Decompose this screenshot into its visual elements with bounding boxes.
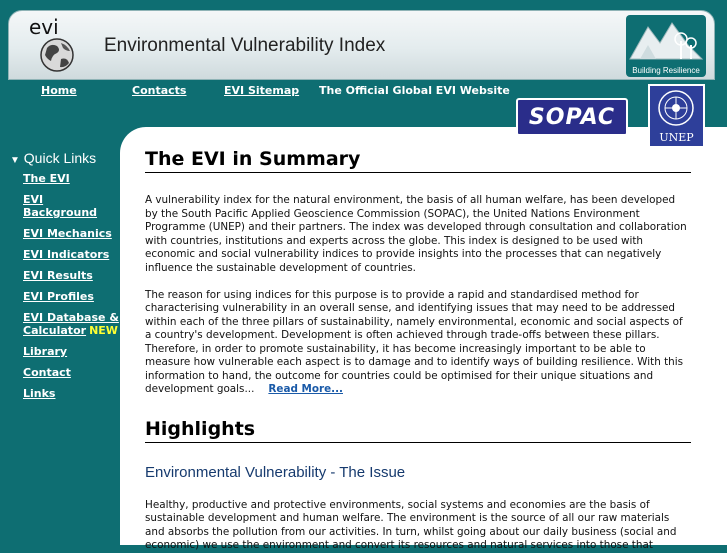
content-column [145, 148, 691, 553]
quick-links-title[interactable] [10, 150, 120, 166]
quick-links-title-text: Quick Links [23, 150, 97, 166]
nav-home[interactable]: Home [41, 84, 77, 97]
evi-globe-logo[interactable] [21, 15, 83, 77]
nav-tagline: The Official Global EVI Website [319, 84, 510, 97]
read-more-link[interactable]: Read More... [268, 383, 343, 395]
sidebar-item-evi-indicators[interactable]: EVI Indicators [23, 248, 110, 261]
site-title: Environmental Vulnerability Index [104, 35, 386, 56]
main-content [120, 127, 727, 551]
triangle-down-icon: ▼ [10, 155, 20, 166]
issue-paragraph: Healthy, productive and protective environments, social systems and economies are the basis of sustainable development and human welfare. The environment is the source of all our raw materials and absorbs the pollution from our activities. In turn, whilst going about our daily business (social and economic) we use the environment and convert its resources and natural services into those that [145, 498, 677, 551]
nav-sitemap[interactable]: EVI Sitemap [224, 84, 300, 97]
summary-heading: The EVI in Summary [145, 148, 691, 173]
summary-paragraph-2-text: The reason for using indices for this purpose is to provide a rapid and standardised method for characterising vulnerability in an overall sense, and identifying issues that may need to be addressed within each of the three pillars of sustainability, namely environmental, economic and social aspects of a country's development. Development is often achieved through trade-offs between these pillars. Therefore, in order to promote sustainability, it has become increasingly important to be able to measure how vulnerable each aspect is to damage and to identify ways of building resilience. With this information to hand, the outcome for countries could be optimised for their unique situations and development goals... [145, 288, 684, 395]
sidebar-item-contact[interactable]: Contact [23, 366, 71, 379]
sidebar-item-evi-profiles[interactable]: EVI Profiles [23, 290, 94, 303]
nav-contacts[interactable]: Contacts [132, 84, 187, 97]
quick-links-sidebar [8, 148, 120, 408]
sidebar-item-evi-mechanics[interactable]: EVI Mechanics [23, 227, 112, 240]
summary-paragraph-2 [145, 289, 691, 397]
site-header [8, 10, 715, 80]
sidebar-item-evi-database[interactable] [23, 311, 120, 337]
sidebar-item-evi-background[interactable]: EVI Background [23, 193, 98, 219]
sidebar-item-evi-database-label: EVI Database & Calculator [23, 311, 119, 337]
sopac-logo[interactable] [516, 98, 628, 136]
resilience-label: Building Resilience [632, 66, 700, 75]
building-resilience-badge [626, 15, 706, 77]
unep-logo-text: UNEP [659, 131, 694, 144]
highlights-heading: Highlights [145, 418, 691, 443]
sopac-logo-text: SOPAC [528, 105, 616, 130]
sidebar-item-links[interactable]: Links [23, 387, 56, 400]
sidebar-item-evi-results[interactable]: EVI Results [23, 269, 93, 282]
issue-heading: Environmental Vulnerability - The Issue [145, 463, 406, 481]
sidebar-item-library[interactable]: Library [23, 345, 68, 358]
logo-text: evi [29, 15, 59, 39]
unep-logo[interactable] [648, 84, 705, 148]
summary-paragraph-1: A vulnerability index for the natural environment, the basis of all human welfare, has been developed by the South Pacific Applied Geoscience Commission (SOPAC), the United Nations Environment Programme (UNEP) and their partners. The index was developed through consultation and collaboration with countries, institutions and experts across the globe. This index is designed to be used with economic and social vulnerability indices to provide insights into the processes that can negatively influence the sustainable development of countries. [145, 194, 687, 274]
un-emblem-icon [650, 86, 703, 130]
mountains-trees-icon [626, 15, 706, 65]
sidebar-item-the-evi[interactable]: The EVI [23, 172, 70, 185]
new-badge: NEW [89, 324, 118, 337]
